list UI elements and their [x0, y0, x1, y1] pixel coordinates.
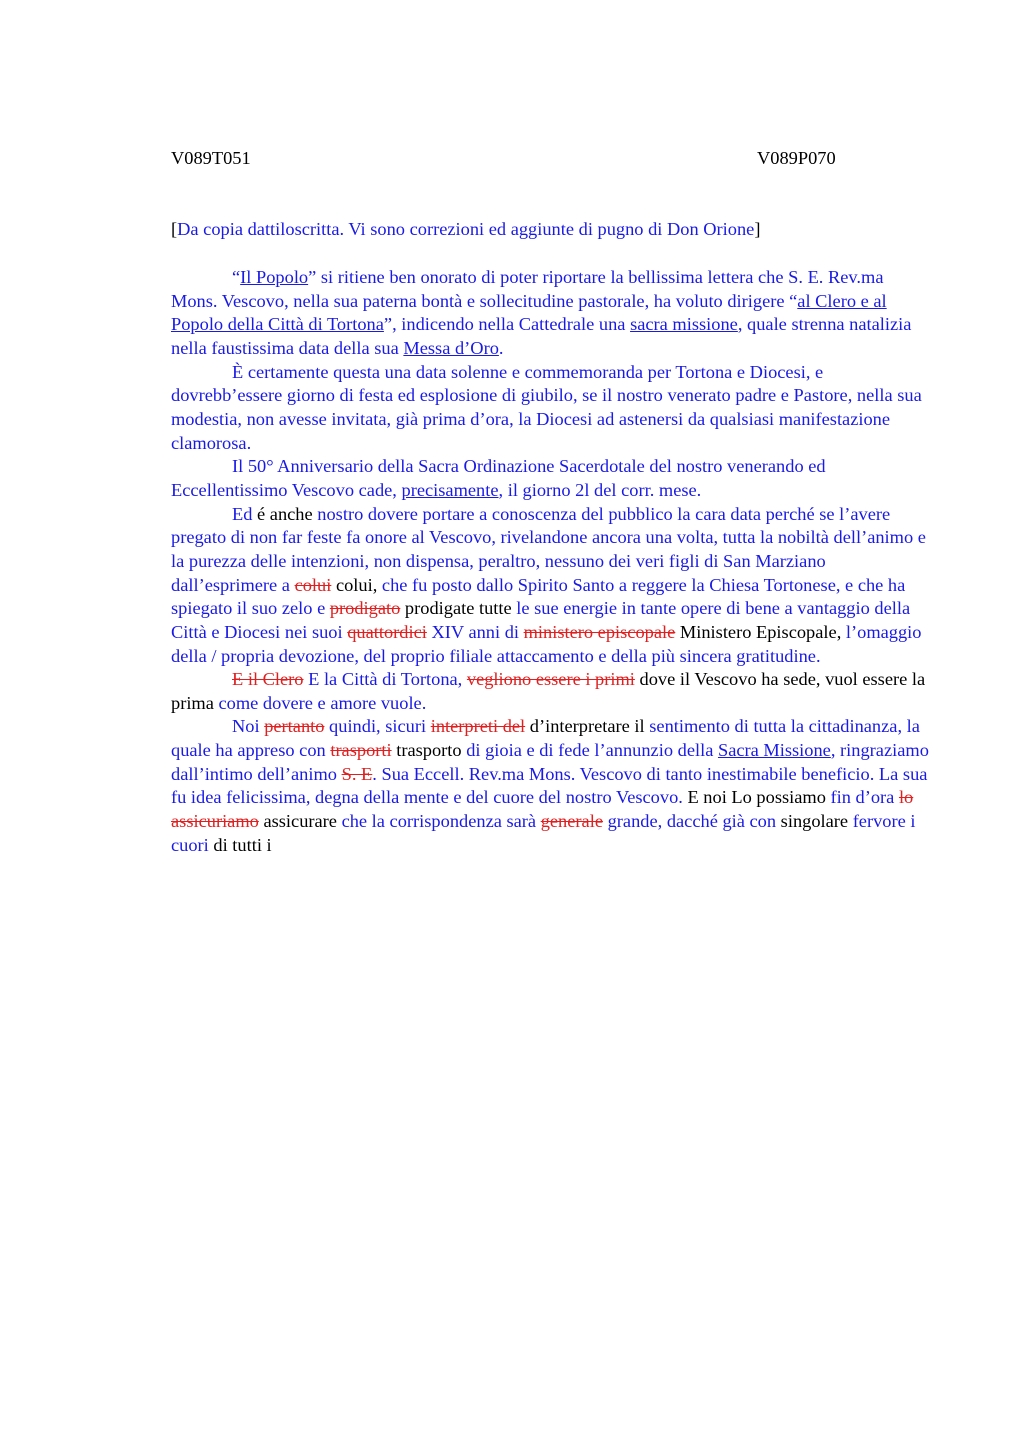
note-open-bracket: [ [171, 219, 178, 239]
added-text: nostro dovere portare a conoscenza del pubblico la cara data perché se l’avere pregato di non far feste fa onore al Vescovo, rivelandone ancora una volta, tutta la nobiltà dell’animo e la purezza delle intenzioni, non dispensa, peraltro, nessuno dei veri figli di San Marziano dall’esprimere a [171, 503, 926, 595]
added-text: fin d’ora [830, 787, 899, 808]
original-text: E noi Lo possiamo [687, 787, 831, 808]
underlined-added-text: Sacra Missione [717, 740, 831, 761]
added-text: . [498, 337, 504, 358]
original-text: di tutti i [213, 834, 272, 855]
original-text: dove il Vescovo ha sede, vuol essere la prima [171, 669, 926, 713]
paragraph [171, 455, 931, 502]
added-text: grande, dacché già con [602, 811, 781, 832]
original-text: singolare [780, 811, 853, 832]
underlined-added-text: precisamente [401, 479, 499, 500]
added-text: che fu posto dallo Spirito Santo a reggere la Chiesa Tortonese, e che ha spiegato il suo zelo e [171, 574, 906, 619]
deleted-text: prodigato [329, 598, 401, 619]
added-text: “ [232, 267, 241, 287]
original-text: colui, [331, 574, 382, 595]
deleted-text: generale [540, 811, 603, 832]
added-text: l’omaggio della / propria devozione, del proprio filiale attaccamento e della più sincera gratitudine. [171, 621, 922, 666]
added-text: come dovere e amore vuole. [218, 692, 427, 713]
underlined-added-text: al Clero e al Popolo della Città di Tortona [171, 290, 887, 335]
document-body [171, 266, 931, 857]
deleted-text: vegliono essere i primi [466, 669, 635, 690]
deleted-text: ministero episcopale [523, 621, 676, 642]
underlined-added-text: sacra missione [630, 314, 738, 335]
added-text: , il giorno 2l del corr. mese. [498, 479, 702, 500]
original-text: prodigate tutte [400, 598, 517, 619]
original-text: d’interpretare il [525, 716, 650, 737]
paragraph [171, 503, 931, 669]
added-text: È certamente questa una data solenne e commemoranda per Tortona e Diocesi, e dovrebb’essere giorno di festa ed esplosione di giubilo, se il nostro venerato padre e Pastore, nella sua modestia, non avesse invitata, già prima d’ora, la Diocesi ad astenersi da qualsiasi manifestazione clamorosa. [171, 361, 922, 453]
added-text: ” si ritiene ben onorato di poter riportare la bellissima lettera che S. E. Rev.ma Mons. Vescovo, nella sua paterna bontà e sollecitudine pastorale, ha voluto dirigere “ [171, 267, 884, 311]
deleted-text: E il Clero [232, 669, 304, 690]
original-text: é anche [257, 503, 318, 524]
deleted-text: trasporti [330, 740, 392, 761]
document-code-left: V089T051 [171, 148, 251, 168]
added-text: ”, indicendo nella Cattedrale una [383, 314, 631, 335]
underlined-added-text: Il Popolo [240, 267, 309, 287]
deleted-text: lo assicuriamo [171, 787, 914, 832]
added-text: . Sua Eccell. Rev.ma Mons. Vescovo di tanto inestimabile beneficio. La sua fu idea felicissima, degna della mente e del cuore del nostro Vescovo. [171, 763, 928, 808]
added-text: quindi, sicuri [324, 716, 431, 737]
added-text: sentimento di tutta la cittadinanza, la quale ha appreso con [171, 716, 920, 761]
added-text: E la Città di Tortona, [303, 669, 467, 690]
original-text: assicurare [258, 811, 342, 832]
paragraph [171, 361, 931, 456]
added-text: le sue energie in tante opere di bene a vantaggio della Città e Diocesi nei suoi [171, 598, 911, 642]
deleted-text: S. E [341, 763, 373, 784]
underlined-added-text: Messa d’Oro [403, 337, 499, 358]
added-text: Ed [232, 503, 258, 524]
deleted-text: quattordici [347, 621, 427, 642]
added-text: Il 50° Anniversario della Sacra Ordinazione Sacerdotale del nostro venerando ed Eccellentissimo Vescovo cade, [171, 456, 826, 500]
added-text: che la corrispondenza sarà [341, 811, 541, 832]
original-text: trasporto [391, 740, 467, 761]
paragraph [171, 668, 931, 715]
added-text: di gioia e di fede l’annunzio della [466, 740, 718, 761]
note-close-bracket: ] [754, 219, 761, 239]
added-text: fervore i cuori [171, 811, 916, 855]
paragraph [171, 266, 931, 361]
deleted-text: pertanto [264, 716, 325, 737]
deleted-text: colui [294, 574, 332, 595]
added-text: , ringraziamo dall’intimo dell’animo [171, 740, 929, 784]
deleted-text: interpreti del [430, 716, 526, 737]
original-text: Ministero Episcopale, [675, 621, 846, 642]
note-text: Da copia dattiloscritta. Vi sono correzioni ed aggiunte di pugno di Don Orione [177, 219, 755, 239]
added-text: XIV anni di [426, 621, 524, 642]
paragraph [171, 715, 931, 857]
document-code-right: V089P070 [757, 148, 836, 168]
editorial-note [171, 217, 760, 241]
added-text: Noi [232, 716, 265, 737]
added-text: , quale strenna natalizia nella faustissima data della sua [171, 314, 912, 358]
